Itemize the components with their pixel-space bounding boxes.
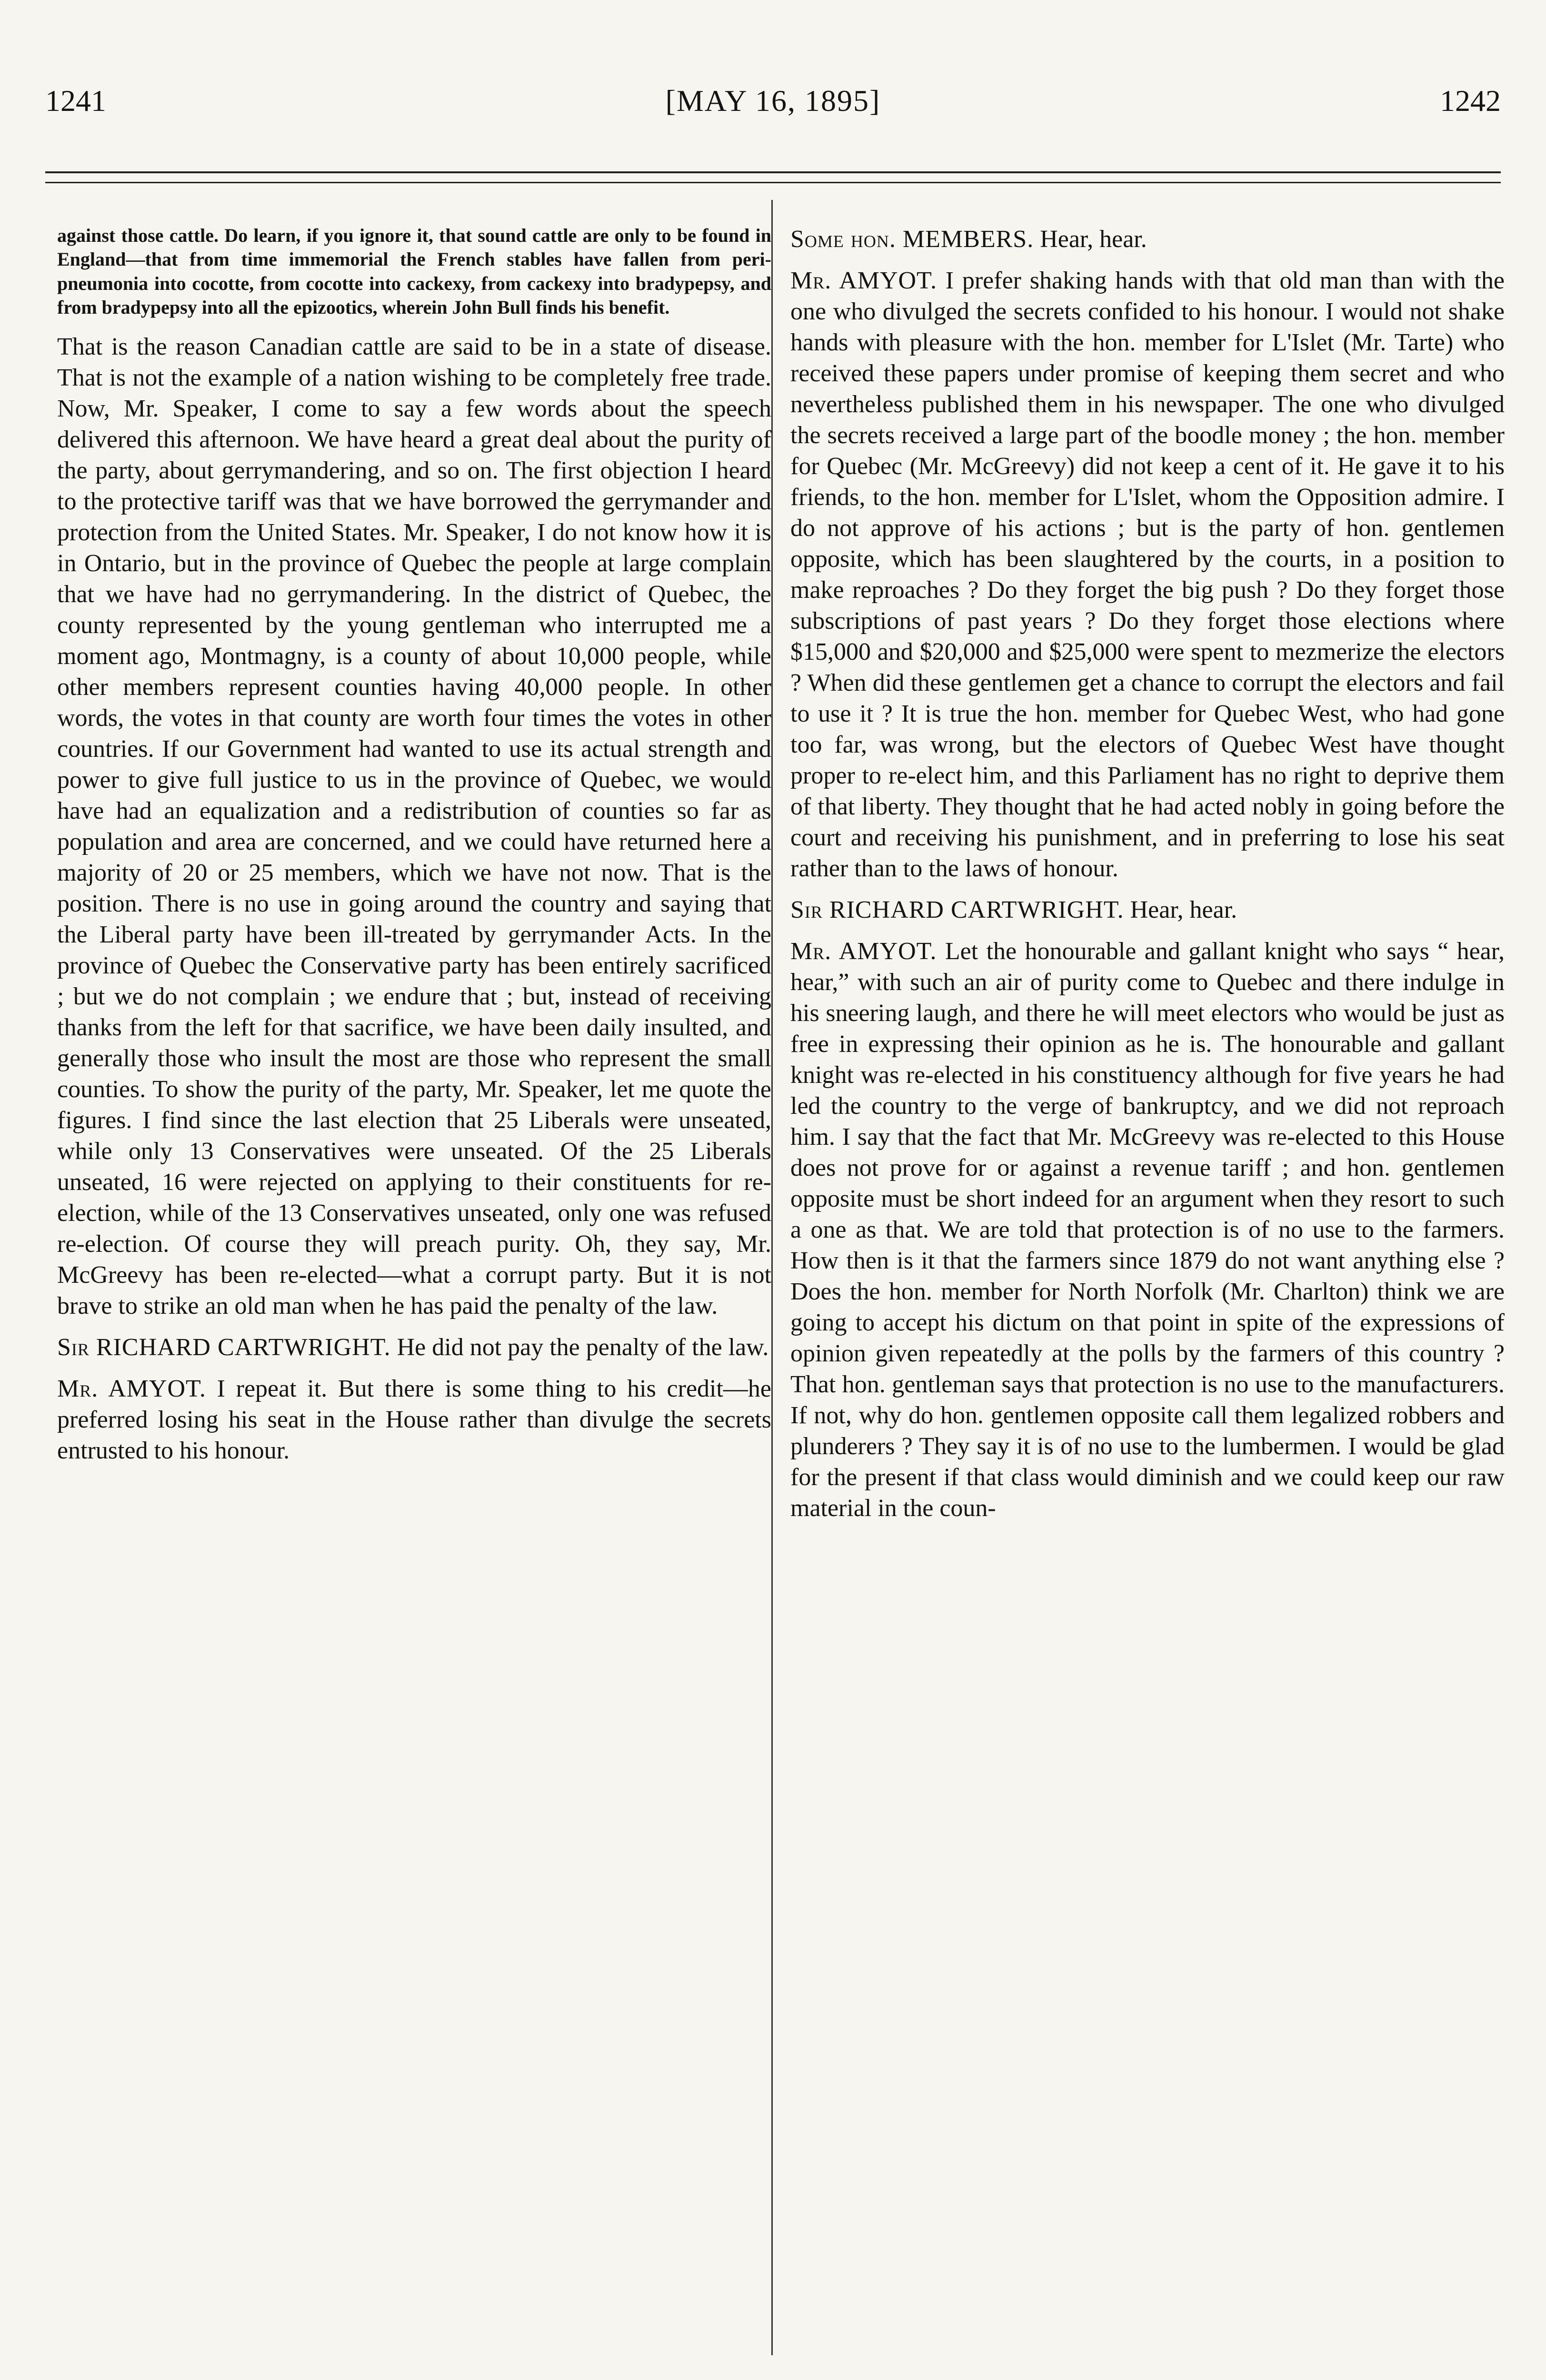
speech-text: Let the honourable and gallant knight who says “ hear, hear,” with such an air of purity come to Quebec and there indulge in his sneering laugh, and there he will meet electors who would be just as free in expressing their opinion as he is. The honourable and gallant knight was re-elected in his constituency although for five years he had led the country to the verge of bankruptcy, and we did not reproach him. I say that the fact that Mr. McGreevy was re-elected to this House does not prove for or against a revenue tariff ; and hon. gentlemen opposite must be short indeed for an argument when they resort to such a one as that. We are told that protection is of no use to the farmers. How then is it that the farmers since 1879 do not want anything else ? Does the hon. member for North Norfolk (Mr. Charlton) think we are going to accept his dictum on that point in spite of the expressions of opinion given repeatedly at the polls by the farmers of this country ? That hon. gentleman says that protection is no use to the manufacturers. If not, why do hon. gentlemen opposite call them legalized robbers and plunderers ? They say it is of no use to the lumbermen. I would be glad for the present if that class would diminish and we could keep our raw material in the coun- [790, 938, 1505, 1522]
header-rule-bottom [45, 182, 1501, 183]
speaker-name: Some hon. MEMBERS. [790, 226, 1034, 253]
speech-text: He did not pay the penalty of the law. [397, 1333, 769, 1361]
column-divider [771, 200, 773, 2355]
speaker-name: Mr. AMYOT. [790, 938, 937, 965]
speech-cartwright [57, 1332, 771, 1363]
speech-amyot [790, 936, 1505, 1524]
speech-members [790, 224, 1505, 255]
speech-text: Hear, hear. [1130, 896, 1237, 923]
speech-text: I repeat it. But there is some thing to his credit—he preferred losing his seat in the House rather than divulge the secrets entrusted to his honour. [57, 1375, 771, 1464]
speaker-name: Sir RICHARD CARTWRIGHT. [790, 896, 1124, 923]
speech-amyot [790, 265, 1505, 884]
quoted-passage: against those cattle. Do learn, if you ignore it, that sound cattle are only to be found in England—that from time immemorial the French stables have fallen from peri-pneumonia into cocotte, from cocotte into cackexy, from cackexy into bradypepsy, and from bradypepsy into all the epizootics, wherein John Bull finds his benefit. [57, 225, 771, 318]
left-column [57, 224, 771, 1477]
speech-text: Hear, hear. [1040, 226, 1147, 253]
page-number-right: 1242 [1440, 84, 1501, 118]
date-heading: [MAY 16, 1895] [665, 84, 881, 118]
header-rule-top [45, 171, 1501, 173]
speaker-name: Sir RICHARD CARTWRIGHT. [57, 1333, 391, 1361]
page-number-left: 1241 [45, 84, 106, 118]
right-column [790, 224, 1505, 1534]
speech-text: I prefer shaking hands with that old man than with the one who divulged the secrets confided to his honour. I would not shake hands with pleasure with the hon. member for L'Islet (Mr. Tarte) who received these papers under promise of keeping them secret and who nevertheless published them in his newspaper. The one who divulged the secrets received a large part of the boodle money ; the hon. member for Quebec (Mr. McGreevy) did not keep a cent of it. He gave it to his friends, to the hon. member for L'Islet, whom the Opposition admire. I do not approve of his actions ; but is the party of hon. gentlemen opposite, which has been slaughtered by the courts, in a position to make reproaches ? Do they forget the big push ? Do they forget those subscriptions of past years ? Do they forget those elections where $15,000 and $20,000 and $25,000 were spent to mezmerize the electors ? When did these gentlemen get a chance to corrupt the electors and fail to use it ? It is true the hon. member for Quebec West, who had gone too far, was wrong, but the electors of Quebec West have thought proper to re-elect him, and this Parliament has no right to deprive them of that liberty. They thought that he had acted nobly in going before the court and receiving his punishment, and in preferring to lose his seat rather than to the laws of honour. [790, 267, 1505, 882]
speech-cartwright [790, 894, 1505, 925]
paragraph: That is the reason Canadian cattle are said to be in a state of disease. That is not the example of a nation wishing to be completely free trade. Now, Mr. Speaker, I come to say a few words about the speech delivered this afternoon. We have heard a great deal about the purity of the party, about gerrymandering, and so on. The first objection I heard to the protective tariff was that we have borrowed the gerrymander and protection from the United States. Mr. Speaker, I do not know how it is in Ontario, but in the province of Quebec the people at large complain that we have had no gerrymandering. In the district of Quebec, the county represented by the young gentleman who interrupted me a moment ago, Montmagny, is a county of about 10,000 people, while other members represent counties having 40,000 people. In other words, the votes in that county are worth four times the votes in other countries. If our Government had wanted to use its actual strength and power to give full justice to us in the province of Quebec, we would have had an equalization and a redistribution of counties so far as population and area are concerned, and we could have returned here a majority of 20 or 25 members, which we have not now. That is the position. There is no use in going around the country and saying that the Liberal party have been ill-treated by gerrymander Acts. In the province of Quebec the Conservative party has been entirely sacrificed ; but we do not complain ; we endure that ; but, instead of receiving thanks from the left for that sacrifice, we have been daily insulted, and generally those who insult the most are those who represent the small counties. To show the purity of the party, Mr. Speaker, let me quote the figures. I find since the last election that 25 Liberals were unseated, while only 13 Conservatives were unseated. Of the 25 Liberals unseated, 16 were rejected on applying to their constituents for re-election, while of the 13 Conservatives unseated, only one was refused re-election. Of course they will preach purity. Oh, they say, Mr. McGreevy has been re-elected—what a corrupt party. But it is not brave to strike an old man when he has paid the penalty of the law. [57, 333, 771, 1319]
speaker-name: Mr. AMYOT. [57, 1375, 206, 1402]
speaker-name: Mr. AMYOT. [790, 267, 937, 294]
speech-amyot [57, 1373, 771, 1466]
page-header [45, 83, 1501, 155]
